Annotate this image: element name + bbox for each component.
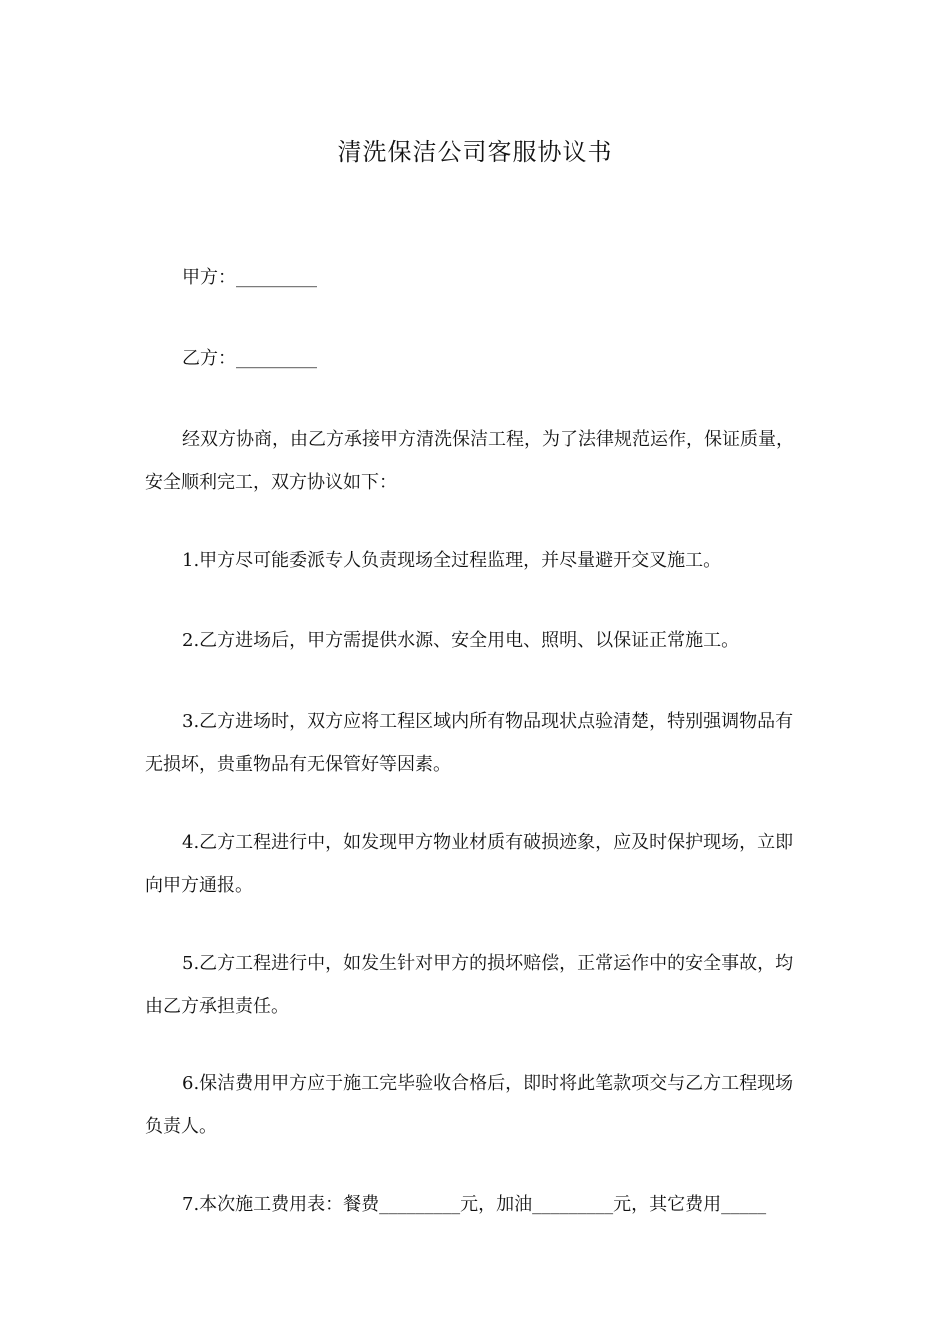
clause-6: 6.保洁费用甲方应于施工完毕验收合格后，即时将此笔款项交与乙方工程现场负责人。 bbox=[145, 1073, 794, 1137]
document-title: 清洗保洁公司客服协议书 bbox=[337, 138, 613, 166]
clause-5: 5.乙方工程进行中，如发生针对甲方的损坏赔偿，正常运作中的安全事故，均由乙方承担责任。 bbox=[145, 953, 794, 1017]
clause-7: 7.本次施工费用表：餐费_________元，加油_________元，其它费用_____ bbox=[182, 1194, 767, 1215]
party-a-line: 甲方：_________ bbox=[182, 267, 317, 288]
clause-1: 1.甲方尽可能委派专人负责现场全过程监理，并尽量避开交叉施工。 bbox=[182, 550, 722, 571]
intro-paragraph: 经双方协商，由乙方承接甲方清洗保洁工程，为了法律规范运作，保证质量，安全顺利完工，双方协议如下： bbox=[145, 429, 794, 493]
clause-2: 2.乙方进场后，甲方需提供水源、安全用电、照明、以保证正常施工。 bbox=[182, 630, 740, 651]
clause-3: 3.乙方进场时，双方应将工程区域内所有物品现状点验清楚，特别强调物品有无损坏，贵重物品有无保管好等因素。 bbox=[145, 711, 794, 775]
clause-4: 4.乙方工程进行中，如发现甲方物业材质有破损迹象，应及时保护现场，立即向甲方通报。 bbox=[145, 832, 794, 896]
party-b-line: 乙方：_________ bbox=[182, 348, 317, 369]
